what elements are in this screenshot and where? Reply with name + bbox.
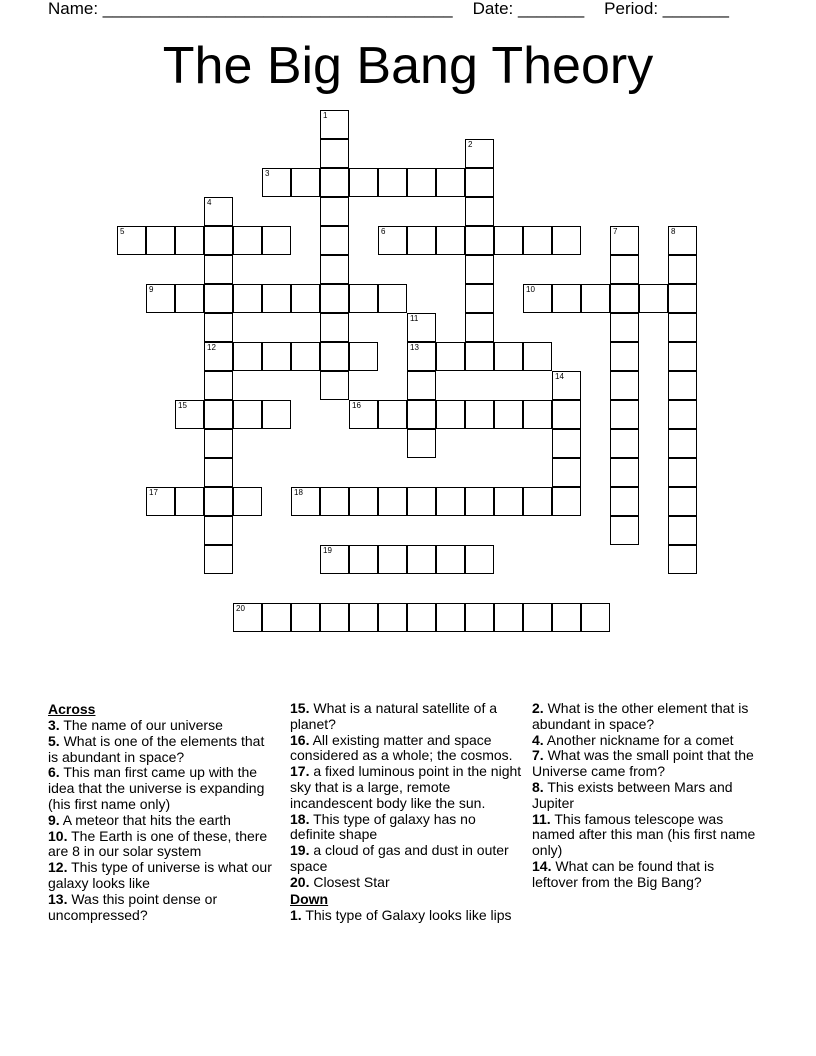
clue-item xyxy=(48,765,274,812)
name-blank[interactable]: _____________________________________ xyxy=(102,0,453,18)
clue-text: This exists between Mars and Jupiter xyxy=(532,778,733,811)
crossword-cell[interactable] xyxy=(378,400,407,429)
crossword-cell[interactable] xyxy=(610,516,639,545)
clue-number: 6 xyxy=(381,227,386,236)
crossword-cell[interactable] xyxy=(262,342,291,371)
crossword-cell[interactable] xyxy=(668,400,697,429)
crossword-cell[interactable] xyxy=(291,342,320,371)
crossword-cell[interactable] xyxy=(175,400,204,429)
crossword-cell[interactable] xyxy=(494,342,523,371)
clue-number: 15 xyxy=(178,401,187,410)
crossword-cell[interactable] xyxy=(175,487,204,516)
crossword-cell[interactable] xyxy=(204,487,233,516)
clue-number: 5 xyxy=(120,227,125,236)
clue-text: This type of universe is what our galaxy looks like xyxy=(48,859,272,891)
crossword-cell[interactable] xyxy=(523,284,552,313)
crossword-cell[interactable] xyxy=(465,197,494,226)
crossword-cell[interactable] xyxy=(262,400,291,429)
crossword-cell[interactable] xyxy=(349,342,378,371)
crossword-cell[interactable] xyxy=(610,313,639,342)
crossword-cell[interactable] xyxy=(320,545,349,574)
clue-number: 14 xyxy=(555,372,564,381)
clue-number: 13. xyxy=(48,890,68,907)
clue-number: 1. xyxy=(290,906,302,923)
crossword-cell[interactable] xyxy=(349,603,378,632)
crossword-cell[interactable] xyxy=(233,400,262,429)
crossword-cell[interactable] xyxy=(233,487,262,516)
crossword-cell[interactable] xyxy=(204,313,233,342)
clue-number: 7 xyxy=(613,227,618,236)
crossword-cell[interactable] xyxy=(494,400,523,429)
crossword-cell[interactable] xyxy=(494,226,523,255)
clue-text: What is one of the elements that is abundant in space? xyxy=(48,732,265,765)
crossword-cell[interactable] xyxy=(610,226,639,255)
clue-item xyxy=(532,701,762,733)
crossword-cell[interactable] xyxy=(204,197,233,226)
crossword-cell[interactable] xyxy=(465,226,494,255)
clue-number: 19. xyxy=(290,842,310,859)
clue-number: 18. xyxy=(290,810,310,827)
crossword-cell[interactable] xyxy=(204,284,233,313)
crossword-cell[interactable] xyxy=(465,168,494,197)
crossword-cell[interactable] xyxy=(494,487,523,516)
clue-number: 10 xyxy=(526,285,535,294)
puzzle-title: The Big Bang Theory xyxy=(162,37,654,95)
clue-number: 4. xyxy=(532,731,544,748)
crossword-cell[interactable] xyxy=(233,226,262,255)
clue-number: 12. xyxy=(48,859,68,876)
crossword-cell[interactable] xyxy=(204,400,233,429)
clue-number: 13 xyxy=(410,343,419,352)
crossword-cell[interactable] xyxy=(639,284,668,313)
crossword-cell[interactable] xyxy=(407,168,436,197)
crossword-cell[interactable] xyxy=(349,545,378,574)
clue-number: 9 xyxy=(149,285,154,294)
clue-number: 20. xyxy=(290,873,310,890)
crossword-cell[interactable] xyxy=(407,371,436,400)
crossword-cell[interactable] xyxy=(407,313,436,342)
clue-number: 7. xyxy=(532,747,544,764)
crossword-cell[interactable] xyxy=(610,487,639,516)
crossword-cell[interactable] xyxy=(523,400,552,429)
crossword-cell[interactable] xyxy=(320,313,349,342)
crossword-cell[interactable] xyxy=(465,284,494,313)
crossword-cell[interactable] xyxy=(233,284,262,313)
crossword-cell[interactable] xyxy=(465,255,494,284)
clue-number: 16. xyxy=(290,731,310,748)
crossword-cell[interactable] xyxy=(465,342,494,371)
clue-number: 16 xyxy=(352,401,361,410)
crossword-cell[interactable] xyxy=(552,371,581,400)
crossword-cell[interactable] xyxy=(436,487,465,516)
clue-number: 1 xyxy=(323,111,328,120)
clue-item xyxy=(532,859,762,891)
date-blank[interactable]: _______ xyxy=(517,0,585,18)
clue-text: What was the small point that the Universe came from? xyxy=(532,747,754,780)
crossword-cell[interactable] xyxy=(465,139,494,168)
crossword-cell[interactable] xyxy=(320,139,349,168)
crossword-cell[interactable] xyxy=(291,603,320,632)
crossword-cell[interactable] xyxy=(465,487,494,516)
crossword-cell[interactable] xyxy=(378,226,407,255)
period-label: Period: xyxy=(604,0,663,18)
crossword-cell[interactable] xyxy=(668,255,697,284)
clue-number: 15. xyxy=(290,700,310,716)
crossword-cell[interactable] xyxy=(320,197,349,226)
crossword-cell[interactable] xyxy=(552,429,581,458)
clue-text: This man first came up with the idea that the universe is expanding (his first name only) xyxy=(48,764,265,812)
crossword-cell[interactable] xyxy=(436,400,465,429)
name-label: Name: xyxy=(48,0,103,18)
crossword-cell[interactable] xyxy=(407,487,436,516)
clue-number: 8 xyxy=(671,227,676,236)
clue-text: What can be found that is leftover from the Big Bang? xyxy=(532,857,715,890)
clue-item xyxy=(48,718,274,734)
clue-item xyxy=(290,875,522,891)
crossword-cell[interactable] xyxy=(407,603,436,632)
clue-number: 11 xyxy=(410,314,419,323)
clue-text: a fixed luminous point in the night sky that is a large, remote incandescent body like the sun. xyxy=(290,763,522,811)
crossword-cell[interactable] xyxy=(552,458,581,487)
crossword-cell[interactable] xyxy=(610,342,639,371)
clue-number: 10. xyxy=(48,827,68,844)
clue-number: 6. xyxy=(48,764,60,781)
clue-item xyxy=(48,734,274,766)
clue-item xyxy=(290,764,522,811)
crossword-cell[interactable] xyxy=(320,226,349,255)
clue-number: 11. xyxy=(532,810,551,827)
clue-item xyxy=(532,780,762,812)
crossword-cell[interactable] xyxy=(436,342,465,371)
crossword-cell[interactable] xyxy=(378,487,407,516)
crossword-cell[interactable] xyxy=(610,284,639,313)
crossword-cell[interactable] xyxy=(320,487,349,516)
crossword-cell[interactable] xyxy=(262,168,291,197)
clue-number: 12 xyxy=(207,343,216,352)
crossword-cell[interactable] xyxy=(262,226,291,255)
crossword-cell[interactable] xyxy=(668,516,697,545)
crossword-cell[interactable] xyxy=(204,545,233,574)
crossword-cell[interactable] xyxy=(262,284,291,313)
crossword-cell[interactable] xyxy=(668,284,697,313)
crossword-cell[interactable] xyxy=(581,603,610,632)
clue-number: 2. xyxy=(532,700,544,716)
period-blank[interactable]: _______ xyxy=(662,0,729,18)
crossword-cell[interactable] xyxy=(552,226,581,255)
clue-number: 17. xyxy=(290,763,310,780)
clue-number: 5. xyxy=(48,732,60,749)
date-label: Date: xyxy=(472,0,518,18)
crossword-cell[interactable] xyxy=(146,487,175,516)
crossword-cell[interactable] xyxy=(349,284,378,313)
crossword-cell[interactable] xyxy=(610,458,639,487)
clue-text: A meteor that hits the earth xyxy=(59,811,231,828)
crossword-cell[interactable] xyxy=(668,487,697,516)
crossword-cell[interactable] xyxy=(320,110,349,139)
crossword-cell[interactable] xyxy=(465,400,494,429)
crossword-cell[interactable] xyxy=(291,284,320,313)
clues-column-1 xyxy=(48,701,274,923)
crossword-cell[interactable] xyxy=(552,603,581,632)
crossword-cell[interactable] xyxy=(349,168,378,197)
crossword-cell[interactable] xyxy=(523,342,552,371)
clues-column-2 xyxy=(290,701,522,923)
clue-number: 9. xyxy=(48,811,60,828)
crossword-cell[interactable] xyxy=(320,371,349,400)
clue-item xyxy=(48,829,274,861)
clue-number: 2 xyxy=(468,140,473,149)
clue-text: This famous telescope was named after this man (his first name only) xyxy=(532,810,756,859)
clue-item xyxy=(48,860,274,892)
crossword-cell[interactable] xyxy=(523,487,552,516)
crossword-cell[interactable] xyxy=(552,487,581,516)
clue-number: 19 xyxy=(323,546,332,555)
crossword-cell[interactable] xyxy=(407,545,436,574)
clue-number: 20 xyxy=(236,604,245,613)
clue-text: This type of Galaxy looks like lips xyxy=(301,906,512,923)
clue-text: This type of galaxy has no definite shape xyxy=(290,810,476,843)
crossword-cell[interactable] xyxy=(436,603,465,632)
clue-number: 18 xyxy=(294,488,303,497)
clue-text: Was this point dense or uncompressed? xyxy=(48,890,218,923)
crossword-cell[interactable] xyxy=(204,226,233,255)
crossword-cell[interactable] xyxy=(668,429,697,458)
clue-item xyxy=(290,701,522,733)
clue-text: Another nickname for a comet xyxy=(543,731,734,748)
crossword-cell[interactable] xyxy=(407,342,436,371)
crossword-cell[interactable] xyxy=(668,313,697,342)
clue-item xyxy=(532,748,762,780)
crossword-cell[interactable] xyxy=(146,226,175,255)
crossword-cell[interactable] xyxy=(291,487,320,516)
crossword-cell[interactable] xyxy=(378,603,407,632)
crossword-cell[interactable] xyxy=(204,458,233,487)
clue-text: The Earth is one of these, there are 8 in our solar system xyxy=(48,827,268,860)
crossword-cell[interactable] xyxy=(175,226,204,255)
crossword-cell[interactable] xyxy=(407,429,436,458)
crossword-cell[interactable] xyxy=(668,226,697,255)
crossword-cell[interactable] xyxy=(668,342,697,371)
crossword-cell[interactable] xyxy=(378,168,407,197)
crossword-cell[interactable] xyxy=(262,603,291,632)
crossword-cell[interactable] xyxy=(378,545,407,574)
clue-number: 3. xyxy=(48,717,60,733)
clue-number: 3 xyxy=(265,169,270,178)
crossword-cell[interactable] xyxy=(436,545,465,574)
crossword-cell[interactable] xyxy=(204,429,233,458)
crossword-cell[interactable] xyxy=(436,168,465,197)
crossword-cell[interactable] xyxy=(668,545,697,574)
crossword-cell[interactable] xyxy=(204,371,233,400)
crossword-cell[interactable] xyxy=(610,255,639,284)
crossword-cell[interactable] xyxy=(204,255,233,284)
crossword-cell[interactable] xyxy=(146,284,175,313)
clue-item xyxy=(532,733,762,749)
crossword-cell[interactable] xyxy=(378,284,407,313)
crossword-cell[interactable] xyxy=(523,603,552,632)
crossword-cell[interactable] xyxy=(610,429,639,458)
crossword-cell[interactable] xyxy=(320,342,349,371)
clue-number: 17 xyxy=(149,488,158,497)
crossword-cell[interactable] xyxy=(581,284,610,313)
crossword-cell[interactable] xyxy=(465,545,494,574)
crossword-cell[interactable] xyxy=(407,226,436,255)
crossword-cell[interactable] xyxy=(465,313,494,342)
crossword-cell[interactable] xyxy=(117,226,146,255)
crossword-cell[interactable] xyxy=(668,371,697,400)
clue-text: Closest Star xyxy=(309,873,390,890)
crossword-cell[interactable] xyxy=(436,226,465,255)
clue-number: 8. xyxy=(532,778,544,795)
crossword-cell[interactable] xyxy=(320,255,349,284)
crossword-cell[interactable] xyxy=(668,458,697,487)
crossword-cell[interactable] xyxy=(610,371,639,400)
clue-item xyxy=(290,733,522,765)
clue-item xyxy=(48,892,274,924)
across-heading: Across xyxy=(48,701,96,717)
crossword-cell[interactable] xyxy=(175,284,204,313)
clue-text: What is a natural satellite of a planet? xyxy=(290,700,498,732)
crossword-cell[interactable] xyxy=(552,400,581,429)
clue-item xyxy=(48,813,274,829)
crossword-cell[interactable] xyxy=(320,168,349,197)
clues-column-3 xyxy=(532,701,762,891)
clue-number: 14. xyxy=(532,857,552,874)
crossword-cell[interactable] xyxy=(291,168,320,197)
crossword-cell[interactable] xyxy=(552,284,581,313)
crossword-cell[interactable] xyxy=(204,516,233,545)
crossword-cell[interactable] xyxy=(523,226,552,255)
clue-text: The name of our universe xyxy=(59,717,223,733)
clue-item xyxy=(290,812,522,844)
crossword-cell[interactable] xyxy=(610,400,639,429)
clue-text: What is the other element that is abundant in space? xyxy=(532,700,749,732)
clue-text: All existing matter and space considered as a whole; the cosmos. xyxy=(290,731,513,764)
clue-text: a cloud of gas and dust in outer space xyxy=(290,842,509,874)
down-heading: Down xyxy=(290,890,329,907)
crossword-cell[interactable] xyxy=(465,603,494,632)
crossword-cell[interactable] xyxy=(320,284,349,313)
crossword-cell[interactable] xyxy=(349,400,378,429)
clue-item xyxy=(290,908,522,924)
crossword-cell[interactable] xyxy=(349,487,378,516)
crossword-cell[interactable] xyxy=(320,603,349,632)
crossword-cell[interactable] xyxy=(233,342,262,371)
crossword-cell[interactable] xyxy=(233,603,262,632)
crossword-cell[interactable] xyxy=(407,400,436,429)
clue-item xyxy=(532,812,762,859)
crossword-cell[interactable] xyxy=(204,342,233,371)
clue-number: 4 xyxy=(207,198,212,207)
crossword-cell[interactable] xyxy=(494,603,523,632)
clue-item xyxy=(290,843,522,875)
